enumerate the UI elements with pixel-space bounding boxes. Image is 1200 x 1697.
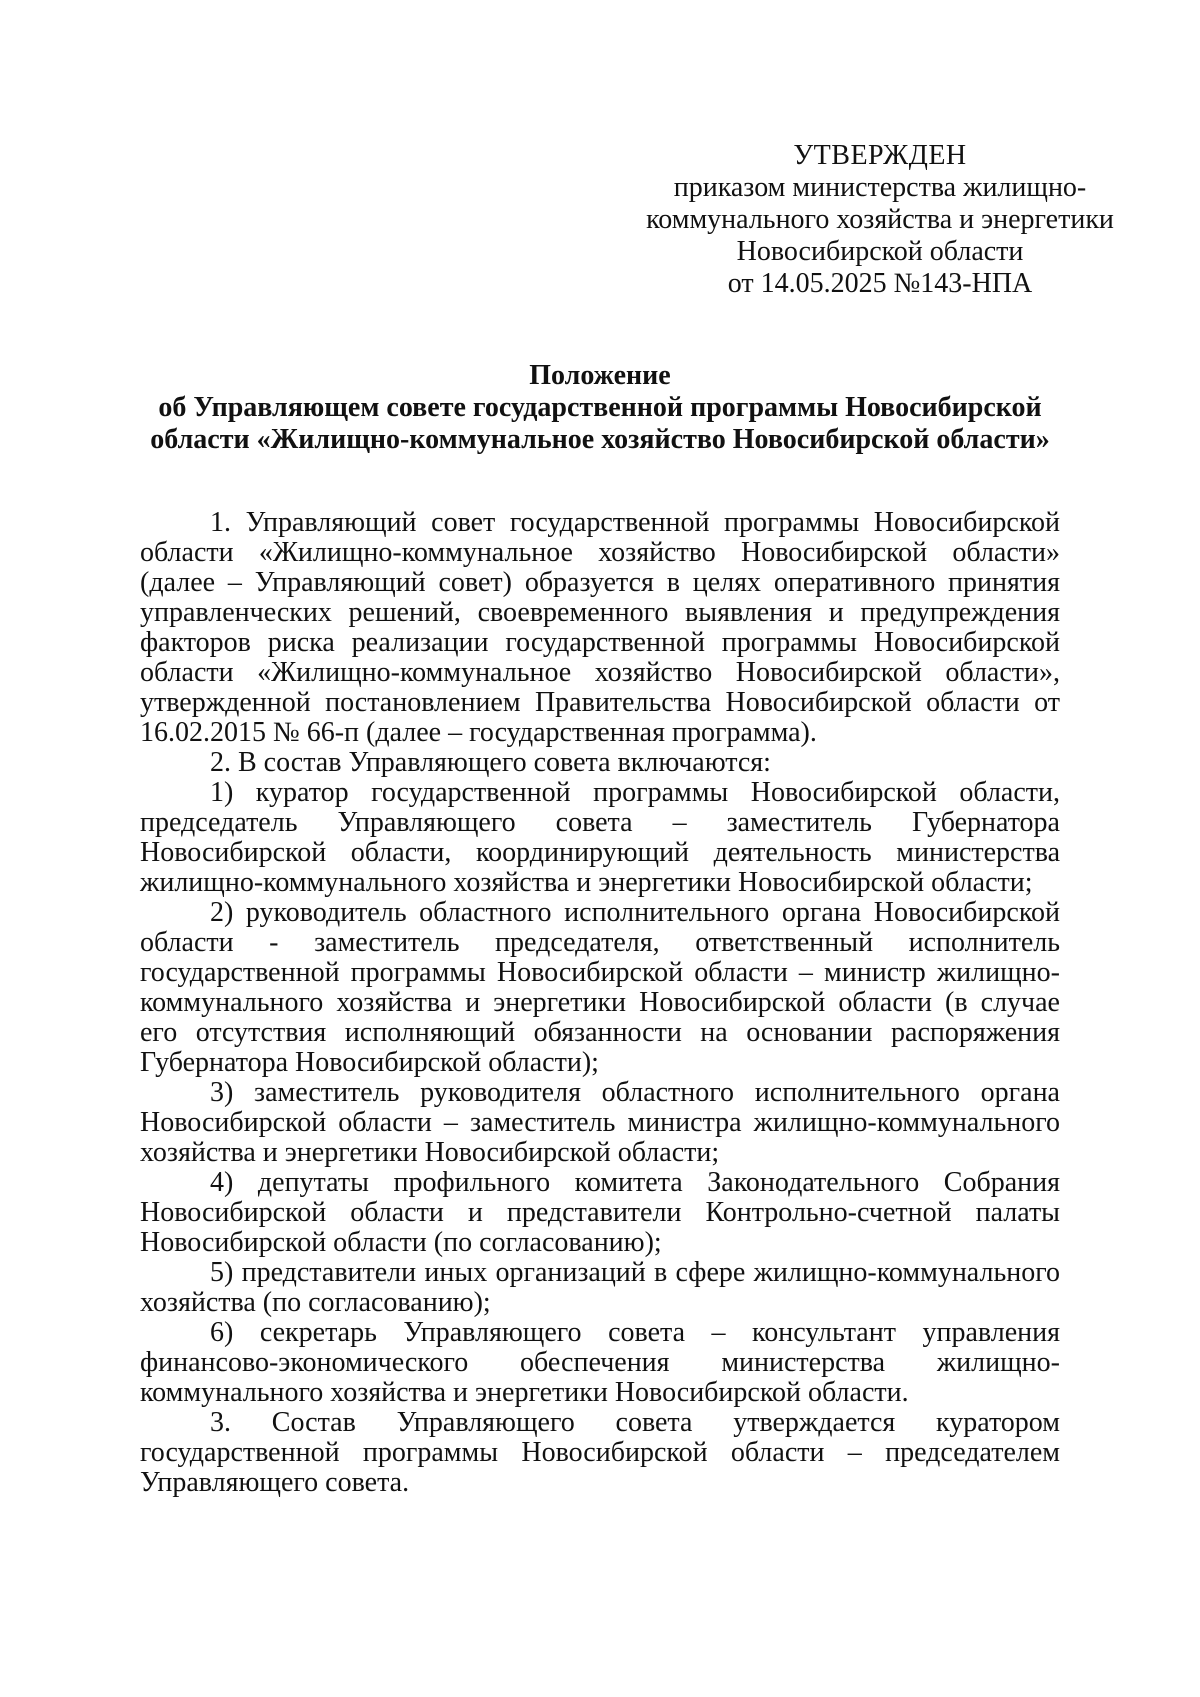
clause-2-item-2: 2) руководитель областного исполнительного органа Новосибирской области - заместитель председателя, ответственный исполнитель государственной программы Новосибирской области – министр жилищно-коммунального хозяйства и энергетики Новосибирской области (в случае его отсутствия исполняющий обязанности на основании распоряжения Губернатора Новосибирской области); [140, 897, 1060, 1078]
approval-status: УТВЕРЖДЕН [793, 140, 967, 171]
document-title: Положение [529, 360, 671, 391]
clause-2-item-5: 5) представители иных организаций в сфере жилищно-коммунального хозяйства (по согласованию); [140, 1257, 1060, 1318]
approval-order-date-number: от 14.05.2025 №143-НПА [727, 268, 1033, 299]
document-body [140, 508, 1060, 1498]
clause-2-item-4: 4) депутаты профильного комитета Законодательного Собрания Новосибирской области и представители Контрольно-счетной палаты Новосибирской области (по согласованию); [140, 1167, 1060, 1258]
approval-stamp-block [640, 140, 1120, 300]
clause-1: 1. Управляющий совет государственной программы Новосибирской области «Жилищно-коммунальное хозяйство Новосибирской области» (далее – Управляющий совет) образуется в целях оперативного принятия управленческих решений, своевременного выявления и предупреждения факторов риска реализации государственной программы Новосибирской области «Жилищно-коммунальное хозяйство Новосибирской области», утвержденной постановлением Правительства Новосибирской области от 16.02.2015 № 66-п (далее – государственная программа). [140, 507, 1060, 748]
clause-2: 2. В состав Управляющего совета включаются: [210, 747, 771, 778]
clause-2-item-1: 1) куратор государственной программы Новосибирской области, председатель Управляющего совета – заместитель Губернатора Новосибирской области, координирующий деятельность министерства жилищно-коммунального хозяйства и энергетики Новосибирской области; [140, 777, 1060, 898]
document-heading [140, 360, 1060, 456]
approval-line-3: Новосибирской области [736, 236, 1024, 267]
approval-line-1: приказом министерства жилищно- [673, 172, 1087, 203]
clause-2-item-6: 6) секретарь Управляющего совета – консультант управления финансово-экономического обеспечения министерства жилищно-коммунального хозяйства и энергетики Новосибирской области. [140, 1317, 1060, 1408]
clause-3: 3. Состав Управляющего совета утверждается куратором государственной программы Новосибирской области – председателем Управляющего совета. [140, 1407, 1060, 1498]
document-subtitle-line-1: об Управляющем совете государственной программы Новосибирской [158, 392, 1042, 423]
document-subtitle-line-2: области «Жилищно-коммунальное хозяйство Новосибирской области» [150, 424, 1050, 455]
approval-line-2: коммунального хозяйства и энергетики [646, 204, 1114, 235]
clause-2-item-3: 3) заместитель руководителя областного исполнительного органа Новосибирской области – заместитель министра жилищно-коммунального хозяйства и энергетики Новосибирской области; [140, 1077, 1060, 1168]
